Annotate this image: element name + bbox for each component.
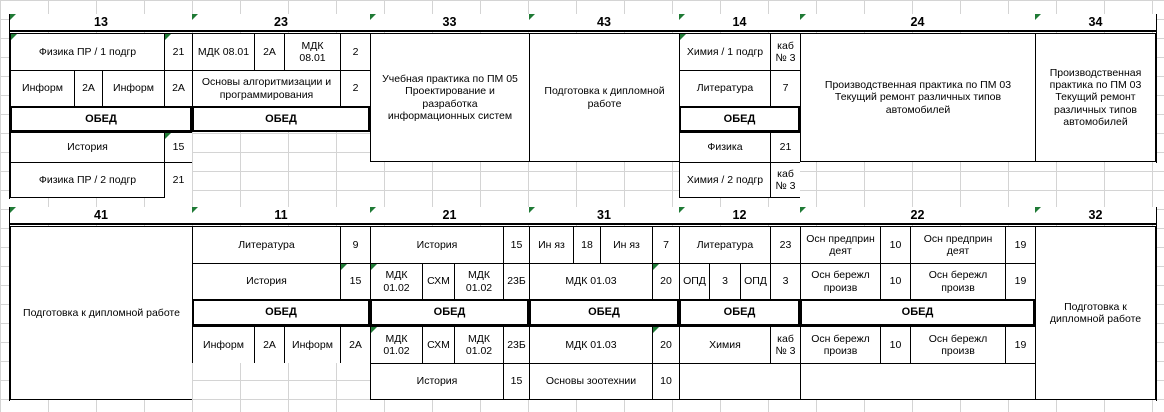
group-header-11[interactable]: 11 xyxy=(192,207,370,225)
cell-room[interactable]: 23Б xyxy=(503,263,529,299)
cell-room[interactable]: каб № 3 xyxy=(770,33,800,70)
cell-subject[interactable]: Осн бережл произв xyxy=(800,263,880,299)
cell-subject[interactable]: Физика ПР / 2 подгр xyxy=(10,162,164,198)
cell-room[interactable]: каб № 3 xyxy=(770,162,800,198)
cell-subject[interactable]: ОПД xyxy=(679,263,709,299)
cell-subject[interactable]: Информ xyxy=(192,326,254,363)
frame-left-top xyxy=(9,14,10,199)
cell-room[interactable]: 15 xyxy=(503,226,529,263)
lunch-cell[interactable]: ОБЕД xyxy=(192,106,370,132)
lunch-cell[interactable]: ОБЕД xyxy=(370,299,529,326)
group-header-41[interactable]: 41 xyxy=(10,207,192,225)
cell-subject[interactable]: История xyxy=(370,226,503,263)
cell-subject[interactable]: МДК 08.01 xyxy=(284,33,340,70)
cell-subject[interactable]: История xyxy=(370,363,503,400)
cell-subject[interactable]: Осн бережл произв xyxy=(910,263,1005,299)
cell-subject[interactable]: История xyxy=(10,132,164,162)
practice-block[interactable]: Производственная практика по ПМ 03 Текущий ремонт различных типов автомобилей xyxy=(1035,33,1156,162)
cell-room[interactable]: каб № 3 xyxy=(770,326,800,363)
cell-empty[interactable] xyxy=(800,363,1035,400)
group-header-21[interactable]: 21 xyxy=(370,207,529,225)
cell-room[interactable]: 19 xyxy=(1005,226,1035,263)
cell-subject[interactable]: Информ xyxy=(102,70,164,106)
cell-room[interactable]: 2 xyxy=(340,70,370,106)
cell-room[interactable]: 2А xyxy=(74,70,102,106)
cell-subject[interactable]: Осн бережл произв xyxy=(800,326,880,363)
cell-subject[interactable]: Химия xyxy=(679,326,770,363)
cell-subject[interactable]: МДК 01.02 xyxy=(454,263,503,299)
group-header-23[interactable]: 23 xyxy=(192,14,370,32)
cell-room[interactable]: 10 xyxy=(880,326,910,363)
cell-room[interactable]: 10 xyxy=(880,226,910,263)
lunch-cell[interactable]: ОБЕД xyxy=(10,106,192,132)
cell-room[interactable]: 9 xyxy=(340,226,370,263)
cell-room[interactable]: 18 xyxy=(573,226,600,263)
group-header-34[interactable]: 34 xyxy=(1035,14,1156,32)
cell-room[interactable]: СХМ xyxy=(422,326,454,363)
lunch-cell[interactable]: ОБЕД xyxy=(800,299,1035,326)
cell-subject[interactable]: МДК 01.02 xyxy=(370,263,422,299)
cell-subject[interactable]: Основы алгоритмизации и программирования xyxy=(192,70,340,106)
cell-subject[interactable]: Осн предприн деят xyxy=(910,226,1005,263)
cell-room[interactable]: 23 xyxy=(770,226,800,263)
lunch-cell[interactable]: ОБЕД xyxy=(679,106,800,132)
group-header-43[interactable]: 43 xyxy=(529,14,679,32)
cell-room[interactable]: 10 xyxy=(880,263,910,299)
cell-room[interactable]: 21 xyxy=(164,33,192,70)
cell-subject[interactable]: Физика xyxy=(679,132,770,162)
frame-left-bottom xyxy=(9,207,10,401)
cell-room[interactable]: 3 xyxy=(770,263,800,299)
cell-subject[interactable]: Информ xyxy=(284,326,340,363)
cell-room[interactable]: 10 xyxy=(652,363,679,400)
cell-room[interactable]: 2А xyxy=(164,70,192,106)
cell-subject[interactable]: Химия / 2 подгр xyxy=(679,162,770,198)
cell-subject[interactable]: Литература xyxy=(679,70,770,106)
cell-room[interactable]: 3 xyxy=(709,263,740,299)
cell-subject[interactable]: ОПД xyxy=(740,263,770,299)
group-header-33[interactable]: 33 xyxy=(370,14,529,32)
group-header-32[interactable]: 32 xyxy=(1035,207,1156,225)
cell-room[interactable]: 2А xyxy=(254,33,284,70)
cell-room[interactable]: 7 xyxy=(652,226,679,263)
lunch-cell[interactable]: ОБЕД xyxy=(192,299,370,326)
cell-subject[interactable]: Ин яз xyxy=(600,226,652,263)
cell-room[interactable]: 15 xyxy=(503,363,529,400)
cell-subject[interactable]: МДК 08.01 xyxy=(192,33,254,70)
group-header-12[interactable]: 12 xyxy=(679,207,800,225)
cell-room[interactable]: СХМ xyxy=(422,263,454,299)
cell-subject[interactable]: Ин яз xyxy=(529,226,573,263)
cell-room[interactable]: 19 xyxy=(1005,326,1035,363)
lunch-cell[interactable]: ОБЕД xyxy=(529,299,679,326)
cell-room[interactable]: 21 xyxy=(770,132,800,162)
frame-right-top xyxy=(1156,14,1157,163)
thesis-block[interactable]: Подготовка к дипломной работе xyxy=(10,226,192,400)
thesis-block[interactable]: Подготовка к дипломной работе xyxy=(1035,226,1156,400)
thesis-block[interactable]: Подготовка к дипломной работе xyxy=(529,33,679,162)
cell-subject[interactable]: Литература xyxy=(679,226,770,263)
cell-room[interactable]: 20 xyxy=(652,263,679,299)
cell-room[interactable]: 20 xyxy=(652,326,679,363)
cell-room[interactable]: 21 xyxy=(164,162,192,198)
cell-subject[interactable]: МДК 01.02 xyxy=(454,326,503,363)
practice-block[interactable]: Учебная практика по ПМ 05 Проектирование и разработка информационных систем xyxy=(370,33,529,162)
lunch-cell[interactable]: ОБЕД xyxy=(679,299,800,326)
cell-room[interactable]: 15 xyxy=(164,132,192,162)
cell-room[interactable]: 2А xyxy=(340,326,370,363)
cell-subject[interactable]: Литература xyxy=(192,226,340,263)
cell-subject[interactable]: Осн предприн деят xyxy=(800,226,880,263)
cell-subject[interactable]: МДК 01.02 xyxy=(370,326,422,363)
cell-subject[interactable]: Осн бережл произв xyxy=(910,326,1005,363)
cell-subject[interactable]: История xyxy=(192,263,340,299)
group-header-24[interactable]: 24 xyxy=(800,14,1035,32)
cell-room[interactable]: 23Б xyxy=(503,326,529,363)
cell-room[interactable]: 15 xyxy=(340,263,370,299)
cell-subject[interactable]: Информ xyxy=(10,70,74,106)
group-header-31[interactable]: 31 xyxy=(529,207,679,225)
cell-room[interactable]: 2А xyxy=(254,326,284,363)
cell-subject[interactable]: Химия / 1 подгр xyxy=(679,33,770,70)
frame-right-bottom xyxy=(1156,207,1157,401)
group-header-13[interactable]: 13 xyxy=(10,14,192,32)
cell-room[interactable]: 19 xyxy=(1005,263,1035,299)
cell-empty[interactable] xyxy=(679,363,800,400)
cell-subject[interactable]: МДК 01.03 xyxy=(529,263,652,299)
group-header-14[interactable]: 14 xyxy=(679,14,800,32)
cell-subject[interactable]: Основы зоотехнии xyxy=(529,363,652,400)
practice-block[interactable]: Производственная практика по ПМ 03 Текущий ремонт различных типов автомобилей xyxy=(800,33,1035,162)
cell-room[interactable]: 7 xyxy=(770,70,800,106)
group-header-22[interactable]: 22 xyxy=(800,207,1035,225)
cell-subject[interactable]: МДК 01.03 xyxy=(529,326,652,363)
cell-subject[interactable]: Физика ПР / 1 подгр xyxy=(10,33,164,70)
cell-room[interactable]: 2 xyxy=(340,33,370,70)
